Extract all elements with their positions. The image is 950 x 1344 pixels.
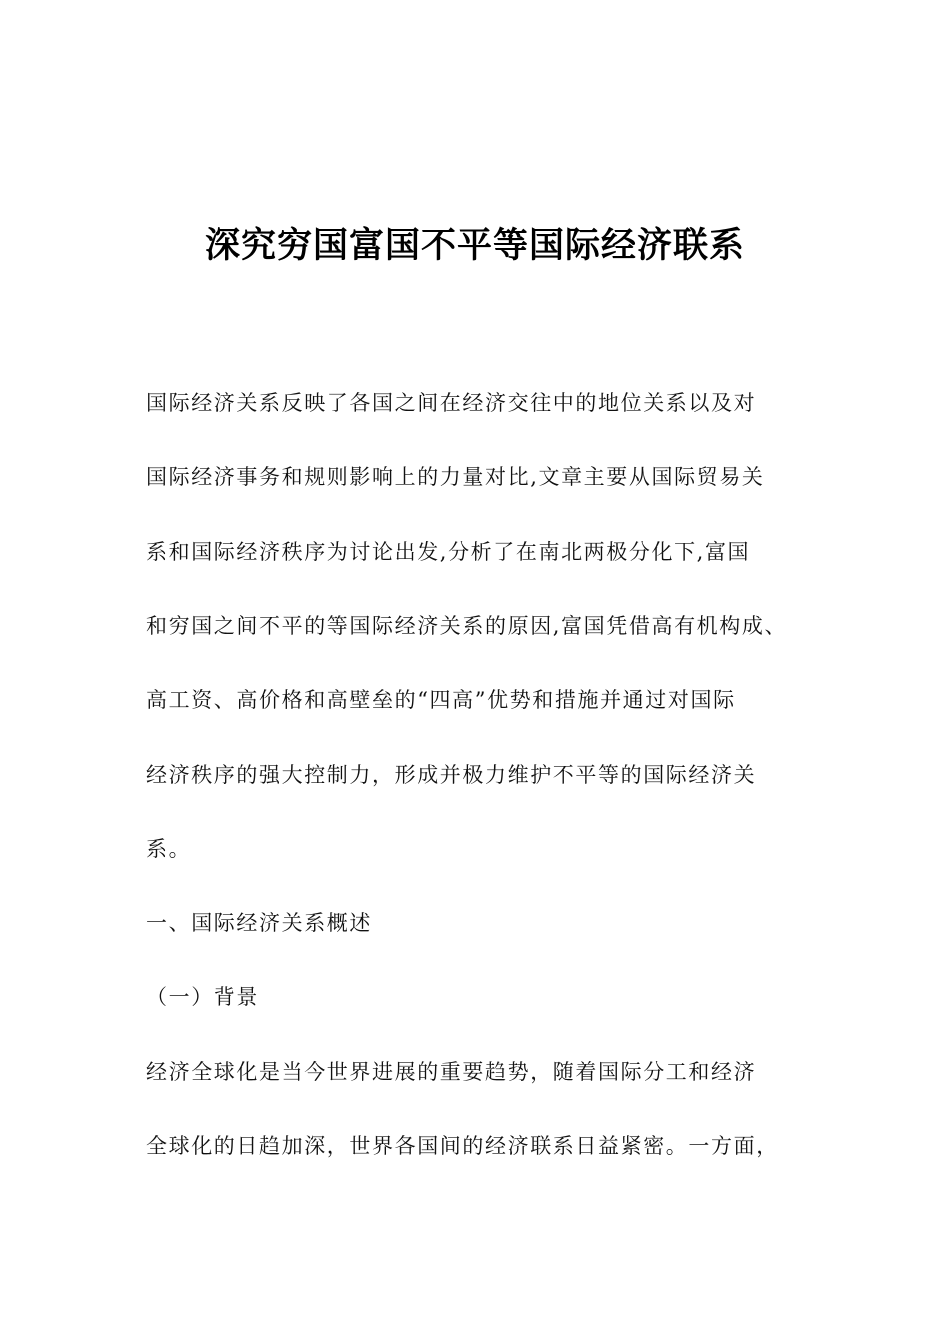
- abstract-line: 系和国际经济秩序为讨论出发,分析了在南北两极分化下,富国: [146, 540, 751, 564]
- abstract-line: 和穷国之间不平的等国际经济关系的原因,富国凭借高有机构成、: [146, 614, 788, 638]
- document-title: 深究穷国富国不平等国际经济联系: [204, 226, 745, 266]
- abstract-line: 国际经济事务和规则影响上的力量对比,文章主要从国际贸易关: [146, 465, 765, 489]
- body-line: 全球化的日趋加深，世界各国间的经济联系日益紧密。一方面，: [146, 1134, 779, 1158]
- abstract-line: 系。: [146, 837, 192, 861]
- section-heading: 一、国际经济关系概述: [146, 911, 372, 935]
- abstract-line: 国际经济关系反映了各国之间在经济交往中的地位关系以及对: [146, 391, 757, 415]
- subsection-heading: （一）背景: [146, 985, 259, 1009]
- abstract-line: 经济秩序的强大控制力，形成并极力维护不平等的国际经济关: [146, 763, 757, 787]
- body-line: 经济全球化是当今世界进展的重要趋势，随着国际分工和经济: [146, 1060, 757, 1084]
- abstract-line: 高工资、高价格和高壁垒的“四高”优势和措施并通过对国际: [146, 688, 736, 712]
